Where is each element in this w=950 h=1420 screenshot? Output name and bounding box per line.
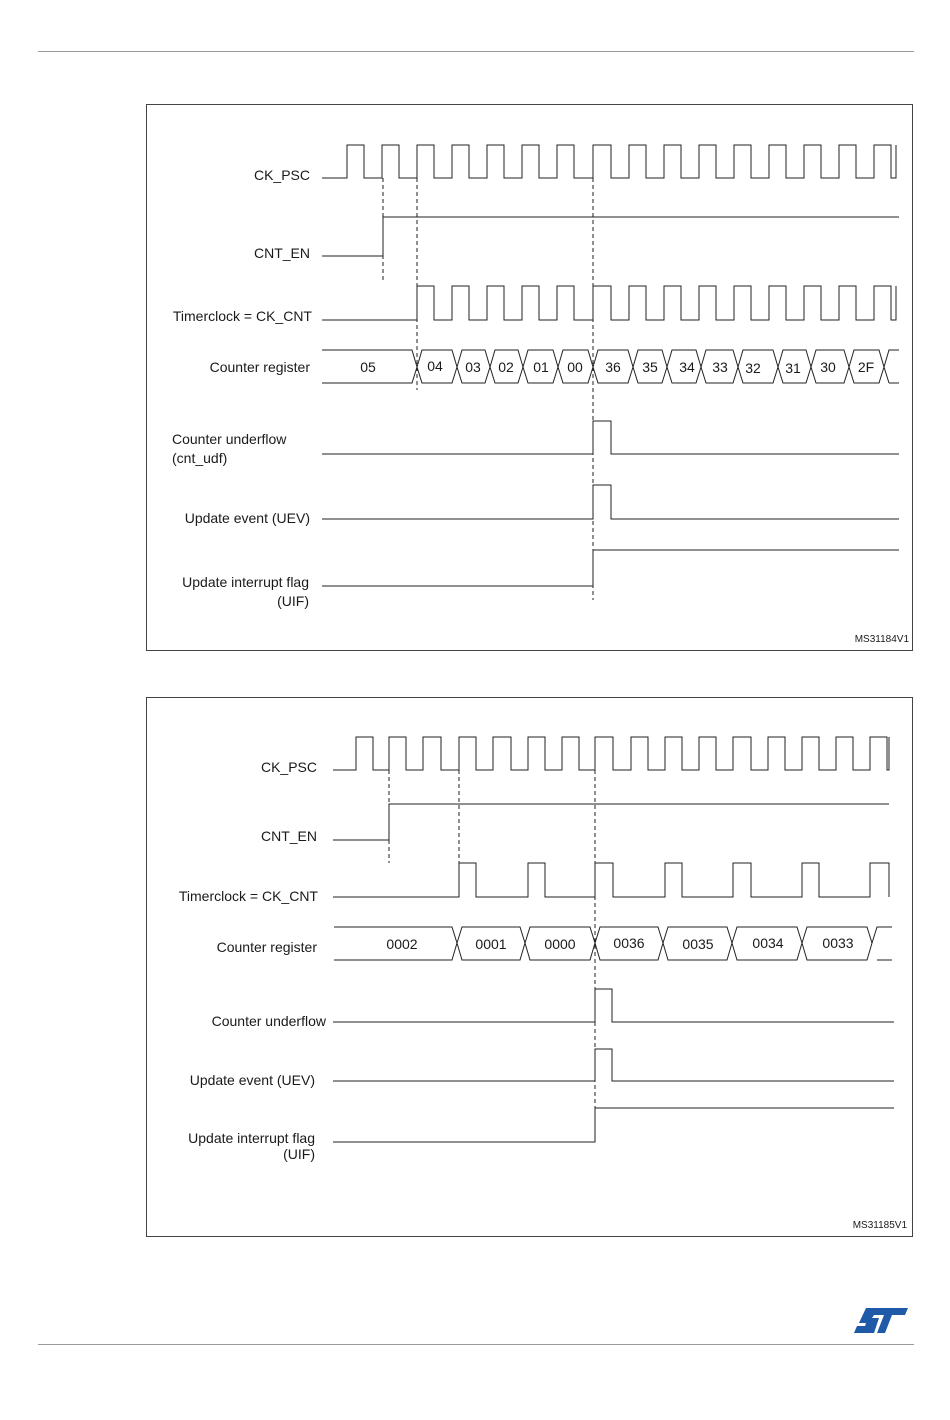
signal-label-timerclock: Timerclock = CK_CNT [172, 308, 312, 324]
counter-value: 0002 [386, 936, 418, 952]
counter-value: 02 [498, 359, 514, 375]
counter-value: 05 [360, 359, 376, 375]
counter-value: 03 [465, 359, 481, 375]
counter-value: 01 [533, 359, 549, 375]
signal-label-update-event: Update event (UEV) [189, 1072, 315, 1088]
signal-label-counter-register: Counter register [209, 359, 310, 375]
signal-label-update-flag-sub: (UIF) [277, 593, 309, 609]
counter-value: 34 [679, 359, 695, 375]
counter-value: 0000 [544, 936, 576, 952]
figure-reference: MS31185V1 [852, 1220, 907, 1231]
ck-psc-waveform [322, 145, 896, 178]
counter-value: 30 [820, 359, 836, 375]
counter-value: 0034 [752, 935, 784, 951]
signal-label-update-flag-sub: (UIF) [283, 1146, 315, 1162]
update-event-waveform [333, 1049, 894, 1081]
counter-underflow-waveform [322, 421, 899, 454]
counter-value: 36 [605, 359, 621, 375]
timing-diagram-prescaler-2 [146, 697, 913, 1237]
signal-label-counter-underflow: Counter underflow [211, 1013, 326, 1029]
counter-value: 32 [745, 360, 761, 376]
header-rule [38, 51, 914, 52]
timing-diagram-1-canvas [147, 105, 914, 652]
update-flag-waveform [322, 550, 899, 586]
signal-label-ck-psc: CK_PSC [260, 759, 317, 775]
cnt-en-waveform [322, 217, 899, 256]
signal-label-counter-underflow-sub: (cnt_udf) [172, 450, 228, 466]
signal-label-cnt-en: CNT_EN [253, 245, 310, 261]
cnt-en-waveform [333, 804, 889, 840]
counter-value: 2F [857, 359, 875, 375]
counter-value: 35 [642, 359, 658, 375]
ck-psc-waveform [333, 737, 889, 770]
signal-label-ck-psc: CK_PSC [253, 167, 310, 183]
signal-label-counter-underflow: Counter underflow [172, 431, 287, 447]
counter-value: 04 [427, 358, 443, 374]
counter-value: 0001 [475, 936, 507, 952]
timing-diagram-prescaler-1 [146, 104, 913, 651]
timerclock-waveform [333, 863, 889, 897]
counter-value: 0033 [822, 935, 854, 951]
counter-value: 0035 [682, 936, 714, 952]
counter-value: 0036 [613, 935, 645, 951]
signal-label-update-event: Update event (UEV) [184, 510, 310, 526]
counter-value: 33 [712, 359, 728, 375]
signal-label-update-flag: Update interrupt flag [182, 574, 309, 590]
st-logo [852, 1305, 910, 1344]
timerclock-waveform [322, 286, 896, 320]
signal-label-update-flag: Update interrupt flag [188, 1130, 315, 1146]
counter-value: 31 [785, 360, 801, 376]
signal-label-timerclock: Timerclock = CK_CNT [178, 888, 318, 904]
timing-diagram-2-canvas [147, 698, 914, 1238]
update-flag-waveform [333, 1108, 894, 1142]
signal-label-cnt-en: CNT_EN [260, 828, 317, 844]
figure-reference: MS31184V1 [854, 634, 909, 645]
update-event-waveform [322, 485, 899, 519]
st-logo-icon [852, 1305, 910, 1339]
counter-underflow-waveform [333, 989, 894, 1022]
signal-label-counter-register: Counter register [216, 939, 317, 955]
footer-rule [38, 1344, 914, 1345]
counter-value: 00 [567, 359, 583, 375]
